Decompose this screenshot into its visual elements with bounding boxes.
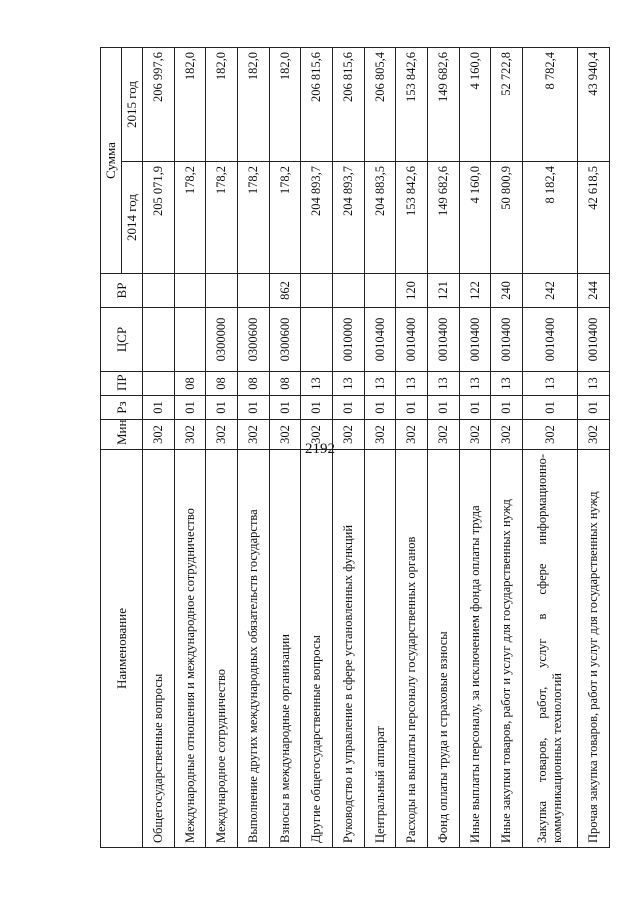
row-2015: 43 940,4 xyxy=(578,48,610,162)
row-pr: 13 xyxy=(301,372,333,396)
row-vr xyxy=(364,274,396,308)
row-pr xyxy=(143,372,175,396)
row-vr xyxy=(143,274,175,308)
row-rz: 01 xyxy=(578,396,610,420)
row-pr: 13 xyxy=(332,372,364,396)
header-vr: ВР xyxy=(101,274,143,308)
row-rz: 01 xyxy=(396,396,428,420)
row-min: 302 xyxy=(269,420,301,450)
row-csr: 0010400 xyxy=(364,308,396,372)
header-rz: Рз xyxy=(101,396,143,420)
row-vr xyxy=(237,274,269,308)
row-pr: 13 xyxy=(364,372,396,396)
row-vr: 120 xyxy=(396,274,428,308)
row-rz: 01 xyxy=(206,396,238,420)
header-2014: 2014 год xyxy=(122,162,143,274)
header-csr: ЦСР xyxy=(101,308,143,372)
row-csr xyxy=(143,308,175,372)
row-2015: 182,0 xyxy=(174,48,206,162)
row-rz: 01 xyxy=(364,396,396,420)
row-csr: 0300600 xyxy=(237,308,269,372)
row-min: 302 xyxy=(332,420,364,450)
table-row xyxy=(174,48,206,848)
header-min: Мин xyxy=(101,420,143,450)
row-rz: 01 xyxy=(301,396,333,420)
row-name: Иные закупки товаров, работ и услуг для государственных нужд xyxy=(491,450,523,848)
table-row xyxy=(427,48,459,848)
row-csr: 0010400 xyxy=(578,308,610,372)
table-row xyxy=(269,48,301,848)
row-csr xyxy=(174,308,206,372)
row-2015: 206 805,4 xyxy=(364,48,396,162)
row-csr: 0010400 xyxy=(522,308,577,372)
row-min: 302 xyxy=(237,420,269,450)
row-csr: 0010400 xyxy=(427,308,459,372)
table-row xyxy=(578,48,610,848)
row-vr xyxy=(174,274,206,308)
row-2014: 205 071,9 xyxy=(143,162,175,274)
header-pr: ПР xyxy=(101,372,143,396)
row-2015: 4 160,0 xyxy=(459,48,491,162)
row-2014: 50 800,9 xyxy=(491,162,523,274)
table-row xyxy=(491,48,523,848)
row-name: Иные выплаты персоналу, за исключением фонда оплаты труда xyxy=(459,450,491,848)
row-2014: 8 182,4 xyxy=(522,162,577,274)
row-2015: 8 782,4 xyxy=(522,48,577,162)
table-row xyxy=(396,48,428,848)
header-name: Наименование xyxy=(101,450,143,848)
row-min: 302 xyxy=(396,420,428,450)
row-vr: 240 xyxy=(491,274,523,308)
row-pr: 08 xyxy=(174,372,206,396)
page-number: 2192 xyxy=(305,441,335,457)
row-rz: 01 xyxy=(174,396,206,420)
row-min: 302 xyxy=(206,420,238,450)
row-2014: 178,2 xyxy=(237,162,269,274)
row-name: Расходы на выплаты персоналу государственных органов xyxy=(396,450,428,848)
row-csr: 0010000 xyxy=(332,308,364,372)
table-row xyxy=(522,48,577,848)
row-min: 302 xyxy=(459,420,491,450)
table-row xyxy=(332,48,364,848)
row-2015: 182,0 xyxy=(206,48,238,162)
row-vr xyxy=(206,274,238,308)
row-name: Центральный аппарат xyxy=(364,450,396,848)
row-name: Руководство и управление в сфере установленных функций xyxy=(332,450,364,848)
row-rz: 01 xyxy=(491,396,523,420)
row-min: 302 xyxy=(522,420,577,450)
row-2015: 206 815,6 xyxy=(301,48,333,162)
row-2015: 182,0 xyxy=(269,48,301,162)
row-name: Общегосударственные вопросы xyxy=(143,450,175,848)
row-name: Международные отношения и международное сотрудничество xyxy=(174,450,206,848)
row-name: Закупка товаров, работ, услуг в сфере информационно-коммуникационных технологий xyxy=(522,450,577,848)
table-row xyxy=(459,48,491,848)
row-2014: 204 893,7 xyxy=(332,162,364,274)
row-2015: 153 842,6 xyxy=(396,48,428,162)
row-2015: 52 722,8 xyxy=(491,48,523,162)
row-2014: 149 682,6 xyxy=(427,162,459,274)
row-2014: 178,2 xyxy=(206,162,238,274)
row-name: Выполнение других международных обязательств государства xyxy=(237,450,269,848)
row-min: 302 xyxy=(174,420,206,450)
row-min: 302 xyxy=(301,420,333,450)
row-2015: 149 682,6 xyxy=(427,48,459,162)
header-2015: 2015 год xyxy=(122,48,143,162)
row-vr: 122 xyxy=(459,274,491,308)
rotated-table-wrapper xyxy=(100,48,610,848)
row-vr xyxy=(332,274,364,308)
row-rz: 01 xyxy=(143,396,175,420)
row-csr: 0010400 xyxy=(491,308,523,372)
row-2015: 182,0 xyxy=(237,48,269,162)
row-rz: 01 xyxy=(332,396,364,420)
row-pr: 13 xyxy=(578,372,610,396)
row-rz: 01 xyxy=(237,396,269,420)
row-2014: 204 883,5 xyxy=(364,162,396,274)
row-rz: 01 xyxy=(427,396,459,420)
row-min: 302 xyxy=(578,420,610,450)
row-2014: 4 160,0 xyxy=(459,162,491,274)
row-pr: 13 xyxy=(491,372,523,396)
row-csr: 0300000 xyxy=(206,308,238,372)
row-vr xyxy=(301,274,333,308)
row-rz: 01 xyxy=(522,396,577,420)
row-csr: 0300600 xyxy=(269,308,301,372)
row-2014: 178,2 xyxy=(174,162,206,274)
row-2014: 178,2 xyxy=(269,162,301,274)
row-vr: 242 xyxy=(522,274,577,308)
row-rz: 01 xyxy=(269,396,301,420)
row-name: Фонд оплаты труда и страховые взносы xyxy=(427,450,459,848)
row-2014: 204 893,7 xyxy=(301,162,333,274)
row-name: Другие общегосударственные вопросы xyxy=(301,450,333,848)
row-pr: 13 xyxy=(459,372,491,396)
row-pr: 13 xyxy=(396,372,428,396)
budget-table xyxy=(100,47,610,848)
row-2014: 153 842,6 xyxy=(396,162,428,274)
row-csr xyxy=(301,308,333,372)
row-pr: 08 xyxy=(206,372,238,396)
row-pr: 13 xyxy=(427,372,459,396)
row-pr: 08 xyxy=(237,372,269,396)
table-row xyxy=(206,48,238,848)
row-vr: 121 xyxy=(427,274,459,308)
row-min: 302 xyxy=(427,420,459,450)
row-name: Международное сотрудничество xyxy=(206,450,238,848)
row-2015: 206 815,6 xyxy=(332,48,364,162)
row-min: 302 xyxy=(491,420,523,450)
row-min: 302 xyxy=(143,420,175,450)
row-name: Прочая закупка товаров, работ и услуг для государственных нужд xyxy=(578,450,610,848)
row-vr: 862 xyxy=(269,274,301,308)
table-row xyxy=(364,48,396,848)
row-2015: 206 997,6 xyxy=(143,48,175,162)
row-rz: 01 xyxy=(459,396,491,420)
table-row xyxy=(237,48,269,848)
row-vr: 244 xyxy=(578,274,610,308)
row-name: Взносы в международные организации xyxy=(269,450,301,848)
row-pr: 13 xyxy=(522,372,577,396)
table-row xyxy=(301,48,333,848)
row-csr: 0010400 xyxy=(396,308,428,372)
row-min: 302 xyxy=(364,420,396,450)
row-pr: 08 xyxy=(269,372,301,396)
table-row xyxy=(143,48,175,848)
row-csr: 0010400 xyxy=(459,308,491,372)
row-2014: 42 618,5 xyxy=(578,162,610,274)
header-sum: Сумма xyxy=(101,48,122,274)
